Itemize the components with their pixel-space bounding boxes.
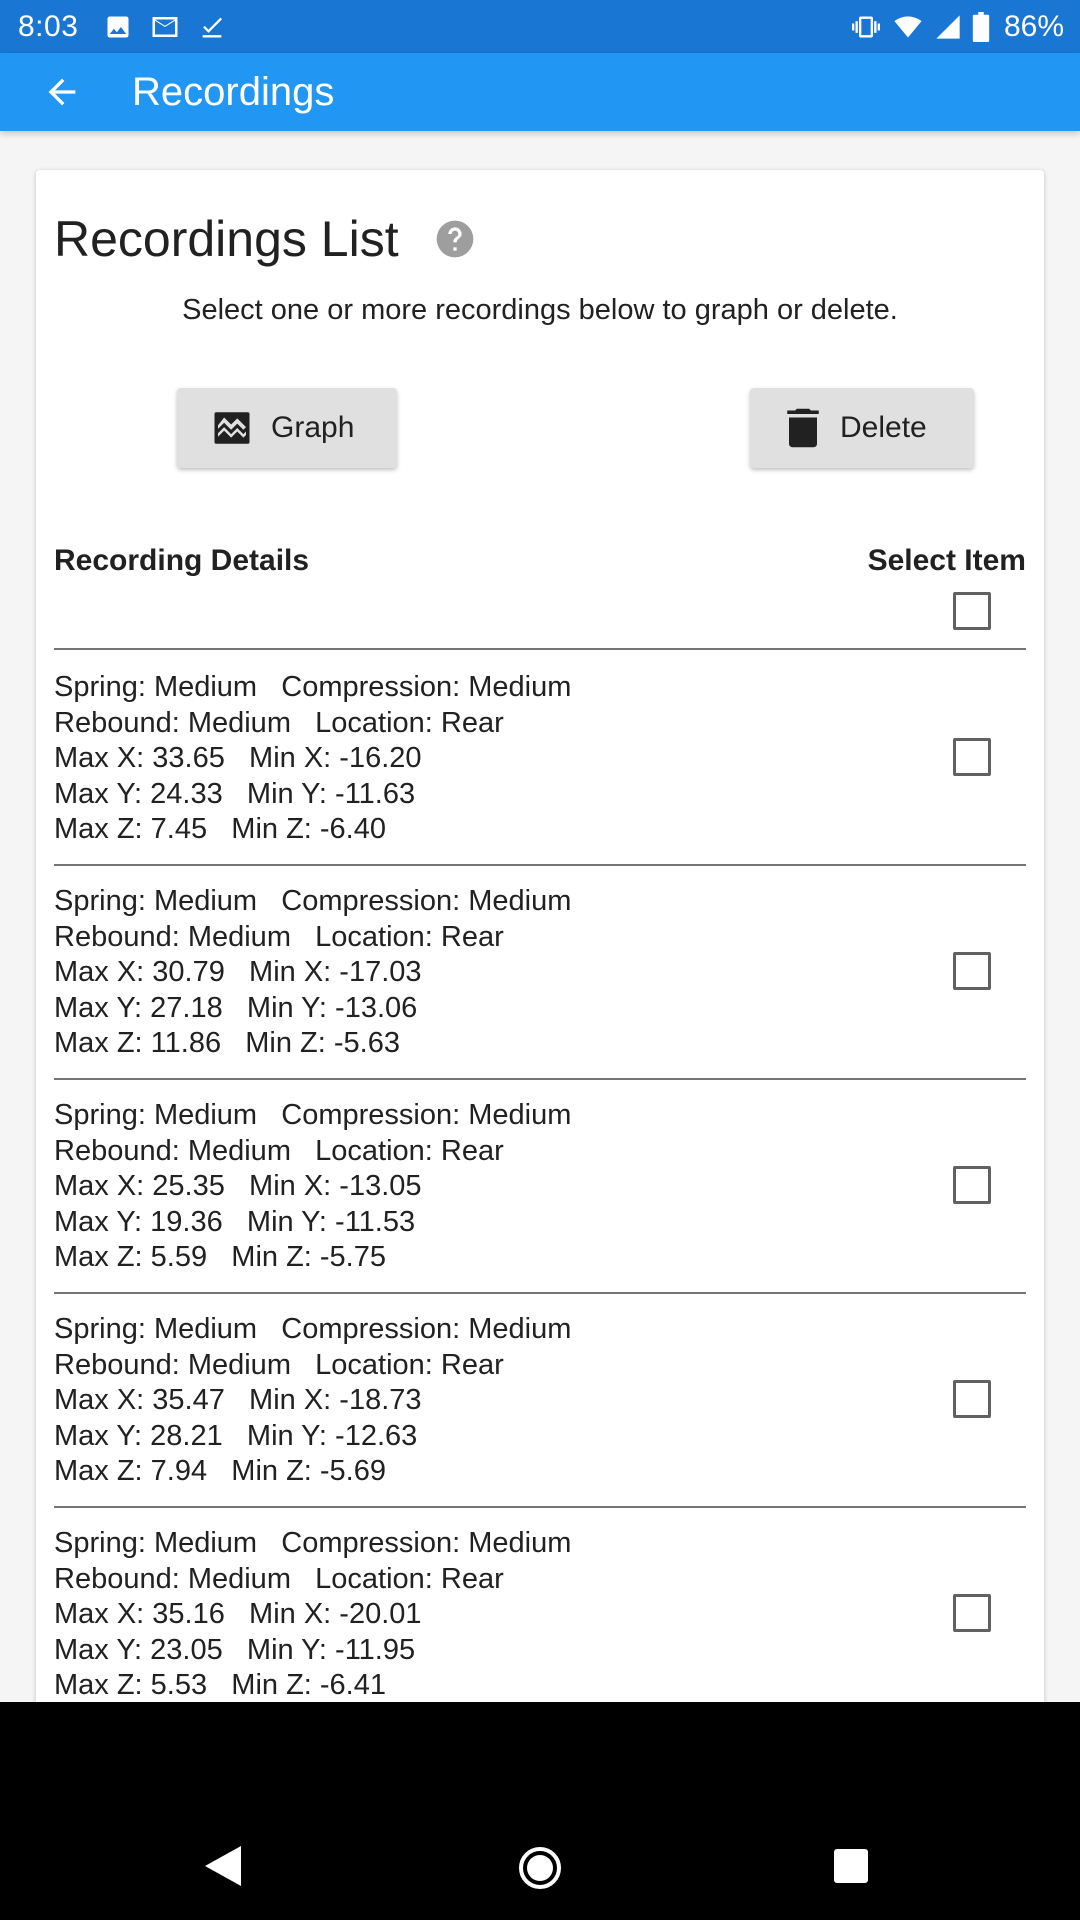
recording-rebound-line: Rebound: Medium Location: Rear [54,920,504,953]
back-button[interactable] [22,53,102,131]
recording-z-line: Max Z: 7.94 Min Z: -5.69 [54,1455,386,1488]
recording-x-line: Max X: 35.16 Min X: -20.01 [54,1598,422,1631]
recording-settings-line: Spring: Medium Compression: Medium [54,1527,572,1559]
recording-details [54,884,571,1062]
battery-percent: 86% [1003,9,1064,43]
recording-details [54,670,571,848]
list-item[interactable] [54,1508,1026,1722]
header-select-item: Select Item [867,544,1026,577]
recording-settings-line: Spring: Medium Compression: Medium [54,885,572,917]
recording-z-line: Max Z: 11.86 Min Z: -5.63 [54,1027,400,1060]
status-left [18,10,244,44]
recording-z-line: Max Z: 7.45 Min Z: -6.40 [54,813,386,846]
header-recording-details: Recording Details [54,544,310,577]
select-all-checkbox[interactable] [953,592,991,630]
select-item-checkbox[interactable] [953,1594,991,1632]
recording-z-line: Max Z: 5.53 Min Z: -6.41 [54,1669,386,1702]
instructions-text: Select one or more recordings below to graph or delete. [182,294,898,326]
recording-details [54,1312,571,1490]
help-circle-icon[interactable] [435,219,475,259]
recording-y-line: Max Y: 23.05 Min Y: -11.95 [54,1633,416,1666]
list-item[interactable] [54,652,1026,866]
delete-button[interactable] [750,388,974,468]
recording-rebound-line: Rebound: Medium Location: Rear [54,1134,504,1167]
delete-button-label: Delete [840,411,927,444]
recording-x-line: Max X: 25.35 Min X: -13.05 [54,1170,422,1203]
status-right [850,10,1064,44]
vibrate-icon [850,13,882,41]
list-title: Recordings List [54,211,399,267]
recording-details [54,1098,571,1276]
status-time: 8:03 [18,9,79,43]
nav-home-button[interactable] [518,1846,562,1890]
nav-recents-button[interactable] [834,1849,868,1883]
page-title: Recordings [132,69,335,114]
image-icon [104,13,132,41]
recording-y-line: Max Y: 19.36 Min Y: -11.53 [54,1205,416,1238]
battery-icon [972,12,990,42]
app-bar [0,53,1080,131]
recording-y-line: Max Y: 24.33 Min Y: -11.63 [54,777,416,810]
recordings-card [36,170,1044,1730]
recording-x-line: Max X: 35.47 Min X: -18.73 [54,1384,422,1417]
list-item[interactable] [54,1294,1026,1508]
trash-icon [784,407,822,449]
select-item-checkbox[interactable] [953,738,991,776]
recording-details [54,1526,571,1704]
recording-rebound-line: Rebound: Medium Location: Rear [54,706,504,739]
list-header [54,530,1026,650]
list-item[interactable] [54,866,1026,1080]
wifi-icon [892,13,924,41]
graph-button-label: Graph [271,411,355,444]
select-item-checkbox[interactable] [953,1166,991,1204]
recording-z-line: Max Z: 5.59 Min Z: -5.75 [54,1241,386,1274]
task-done-icon [198,13,226,41]
recording-settings-line: Spring: Medium Compression: Medium [54,671,572,703]
title-row [54,210,475,268]
recording-rebound-line: Rebound: Medium Location: Rear [54,1562,504,1595]
recordings-list [54,652,1026,1722]
graph-button[interactable] [177,388,397,468]
arrow-back-icon [42,72,82,112]
select-item-checkbox[interactable] [953,952,991,990]
recording-settings-line: Spring: Medium Compression: Medium [54,1313,572,1345]
nav-back-button[interactable] [205,1846,241,1886]
recording-y-line: Max Y: 27.18 Min Y: -13.06 [54,991,418,1024]
recents-square-icon [834,1849,868,1883]
recording-x-line: Max X: 30.79 Min X: -17.03 [54,956,422,989]
graph-icon [211,407,253,449]
back-triangle-icon [205,1846,241,1886]
list-item[interactable] [54,1080,1026,1294]
status-bar [0,0,1080,53]
recording-x-line: Max X: 33.65 Min X: -16.20 [54,742,422,775]
recording-rebound-line: Rebound: Medium Location: Rear [54,1348,504,1381]
gmail-icon [150,14,180,40]
select-item-checkbox[interactable] [953,1380,991,1418]
recording-y-line: Max Y: 28.21 Min Y: -12.63 [54,1419,418,1452]
home-circle-icon [518,1846,562,1890]
recording-settings-line: Spring: Medium Compression: Medium [54,1099,572,1131]
signal-icon [934,13,962,41]
